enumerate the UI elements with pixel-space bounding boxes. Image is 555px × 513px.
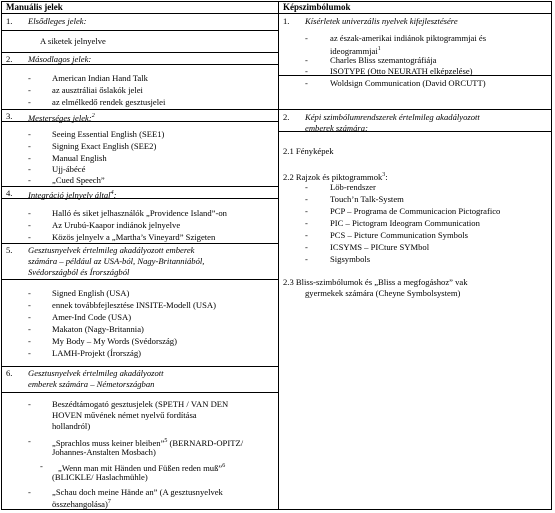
section-title: Mesterséges jelek:$^2$ bbox=[28, 112, 95, 123]
document-page: Manuális jelek Képszimbólumok 1. Elsődleges jelek: A siketek jelnyelve 2. Másodlagos jelek: - American Indian Hand Talk - az ausztráliai őslakók jelei - az elmélkedő rendek gesztusjelei 3. Mesterséges jelek:$^2$ - Seeing Essential English (SEE1) - Signing Exact English (SEE2) - Manual English - Ujj-ábécé - „Cued Speech” 4. Integráció jelnyelv által$^4$: - Halló és siket jelhasználók „Providence Island”-on - Az Urubú-Kaapor indiánok jelnyelve - Közös jelnyelv a „Martha’s Vineyard” Szigeten 5. Gesztusnyelvek értelmileg akadályozott emberek számára – például az USA-ból, Nagy-Britanniából, Svédországból és Írországból - Signed English (USA) - ennek továbbfejlesztése INSITE-Modell (USA) - Amer-Ind Code (USA) - Makaton (Nagy-Britannia) - My Body – My Words (Svédország) - LAMH-Projekt (Írország) 6. Gesztusnyelvek értelmileg akadályozott emberek számára – Németországban - Beszédtámogató gesztusjelek (SPETH / VAN DEN HOVEN művének német nyelvű fordítása hollandról) - „Sprachlos muss keiner bleiben”$^5$ (BERNARD-OPITZ/ Johannes-Anstalten Mosbach) - „Wenn man mit Händen und Füßen reden muß”$^6$ (BLICKLE/ Haslachmühle) - „Schau doch meine Hände an” (A gesztusnyelvek összehangolása)$^7$ 1. Kísérletek univerzális nyelvek kifejlesztésére - az észak-amerikai indiánok piktogrammjai és ideogrammjai$^1$ - Charles Bliss szemantográfiája - ISOTYPE (Otto NEURATH elképzelése) - Woldsign Communication (David ORCUTT) 2. Képi szimbólumrendszerek értelmileg akadályozott emberek számára: 2.1 Fényképek 2.2 Rajzok és piktogrammok$^3$: - Löb-rendszer - Touch’n Talk-System - PCP – Programa de Communicacion Pictografico - PIC – Pictogram Ideogram Communication - PCS – Picture Communication Symbols - ICSYMS – PICture SYMbol - Sigsymbols 2.3 Bliss-szimbólumok és „Bliss a megfogáshoz” vak gyermekek számára (Cheyne Symbolsystem) bbox=[0, 0, 555, 513]
section-title-line: számára – például az USA-ból, Nagy-Britanniából, bbox=[28, 256, 205, 266]
list-item: Amer-Ind Code (USA) bbox=[52, 312, 132, 322]
table-border-left bbox=[1, 1, 2, 510]
list-item: American Indian Hand Talk bbox=[52, 73, 148, 83]
section-number: 2. bbox=[6, 54, 13, 64]
column-header-picture-symbols: Képszimbólumok bbox=[283, 2, 351, 12]
list-item: Halló és siket jelhasználók „Providence Island”-on bbox=[52, 208, 227, 218]
list-item: A siketek jelnyelve bbox=[40, 36, 106, 46]
list-item: az észak-amerikai indiánok piktogrammjai és bbox=[330, 33, 487, 43]
section-number: 1. bbox=[6, 16, 13, 26]
left-s3-divider bbox=[1, 186, 278, 187]
list-item: Charles Bliss szemantográfiája bbox=[330, 55, 437, 65]
section-title-line: Gesztusnyelvek értelmileg akadályozott bbox=[28, 368, 164, 378]
list-item: ISOTYPE (Otto NEURATH elképzelése) bbox=[330, 66, 473, 76]
list-item: „Schau doch meine Hände an” (A gesztusnyelvek bbox=[52, 487, 223, 497]
left-s6-subdivider bbox=[1, 392, 278, 393]
list-item: Seeing Essential English (SEE1) bbox=[52, 129, 165, 139]
list-item: az elmélkedő rendek gesztusjelei bbox=[52, 97, 166, 107]
section-number: 6. bbox=[6, 368, 13, 378]
list-item-cont: ideogrammjai$^1$ bbox=[330, 45, 381, 56]
list-item: Az Urubú-Kaapor indiánok jelnyelve bbox=[52, 220, 181, 230]
list-item: ICSYMS – PICture SYMbol bbox=[330, 242, 430, 252]
list-item-cont: összehangolása)$^7$ bbox=[52, 498, 111, 509]
list-item: Közös jelnyelv a „Martha’s Vineyard” Szigeten bbox=[52, 232, 216, 242]
table-header-divider bbox=[1, 13, 552, 14]
list-item: „Sprachlos muss keiner bleiben”$^5$ (BERNARD-OPITZ/ bbox=[52, 437, 244, 448]
section-title-line: emberek számára: bbox=[305, 123, 368, 133]
section-number: 4. bbox=[6, 188, 13, 198]
section-title: Integráció jelnyelv által$^4$: bbox=[28, 189, 117, 200]
left-s1-divider bbox=[1, 52, 278, 53]
list-item: Touch’n Talk-System bbox=[330, 194, 404, 204]
list-item: Löb-rendszer bbox=[330, 182, 376, 192]
list-item: Signing Exact English (SEE2) bbox=[52, 141, 157, 151]
section-title: Elsődleges jelek: bbox=[28, 16, 87, 26]
list-item: az ausztráliai őslakók jelei bbox=[52, 85, 143, 95]
left-s2-divider bbox=[1, 109, 552, 110]
section-title-line: Képi szimbólumrendszerek értelmileg akadályozott bbox=[305, 112, 480, 122]
section-number: 3. bbox=[6, 111, 13, 121]
table-border-right bbox=[551, 1, 552, 510]
list-item: PCS – Picture Communication Symbols bbox=[330, 230, 468, 240]
list-item-cont: HOVEN művének német nyelvű fordítása bbox=[52, 410, 197, 420]
list-item: Makaton (Nagy-Britannia) bbox=[52, 324, 144, 334]
section-number: 1. bbox=[283, 16, 290, 26]
table-column-divider bbox=[278, 1, 279, 510]
list-item: Woldsign Communication (David ORCUTT) bbox=[330, 78, 486, 88]
column-header-manual-signs: Manuális jelek bbox=[6, 2, 63, 12]
section-title-line: Svédországból és Írországból bbox=[28, 267, 130, 277]
list-item: ennek továbbfejlesztése INSITE-Modell (USA) bbox=[52, 300, 216, 310]
section-title-line: emberek számára – Németországban bbox=[28, 379, 155, 389]
left-s5-divider bbox=[1, 366, 278, 367]
list-item-cont: hollandról) bbox=[52, 421, 91, 431]
section-number: 5. bbox=[6, 245, 13, 255]
list-item: PIC – Pictogram Ideogram Communication bbox=[330, 218, 480, 228]
list-item: „Cued Speech” bbox=[52, 175, 105, 185]
subsection-bliss-line: gyermekek számára (Cheyne Symbolsystem) bbox=[305, 288, 461, 298]
list-item: Beszédtámogató gesztusjelek (SPETH / VAN DEN bbox=[52, 399, 229, 409]
table-border-top bbox=[1, 1, 552, 2]
list-item: Manual English bbox=[52, 153, 107, 163]
subsection-bliss-line: 2.3 Bliss-szimbólumok és „Bliss a megfogáshoz” vak bbox=[283, 277, 468, 287]
list-item: PCP – Programa de Communicacion Pictografico bbox=[330, 206, 501, 216]
section-title: Kísérletek univerzális nyelvek kifejlesztésére bbox=[305, 16, 458, 26]
section-title: Másodlagos jelek: bbox=[28, 54, 92, 64]
list-item: Sigsymbols bbox=[330, 254, 371, 264]
section-number: 2. bbox=[283, 112, 290, 122]
list-item: „Wenn man mit Händen und Füßen reden muß”$^6$ bbox=[58, 462, 226, 473]
list-item: My Body – My Words (Svédország) bbox=[52, 336, 177, 346]
left-s1-subdivider bbox=[1, 30, 278, 31]
list-item: Ujj-ábécé bbox=[52, 164, 86, 174]
left-s4-divider bbox=[1, 243, 278, 244]
list-item-cont: Johannes-Anstalten Mosbach) bbox=[52, 447, 156, 457]
left-s5-subdivider bbox=[1, 279, 278, 280]
subsection-photos: 2.1 Fényképek bbox=[283, 146, 334, 156]
subsection-drawings: 2.2 Rajzok és piktogrammok$^3$: bbox=[283, 171, 388, 182]
list-item: LAMH-Projekt (Írország) bbox=[52, 348, 142, 358]
section-title-line: Gesztusnyelvek értelmileg akadályozott emberek bbox=[28, 245, 195, 255]
list-item: Signed English (USA) bbox=[52, 288, 130, 298]
list-item-cont: (BLICKLE/ Haslachmühle) bbox=[52, 472, 148, 482]
